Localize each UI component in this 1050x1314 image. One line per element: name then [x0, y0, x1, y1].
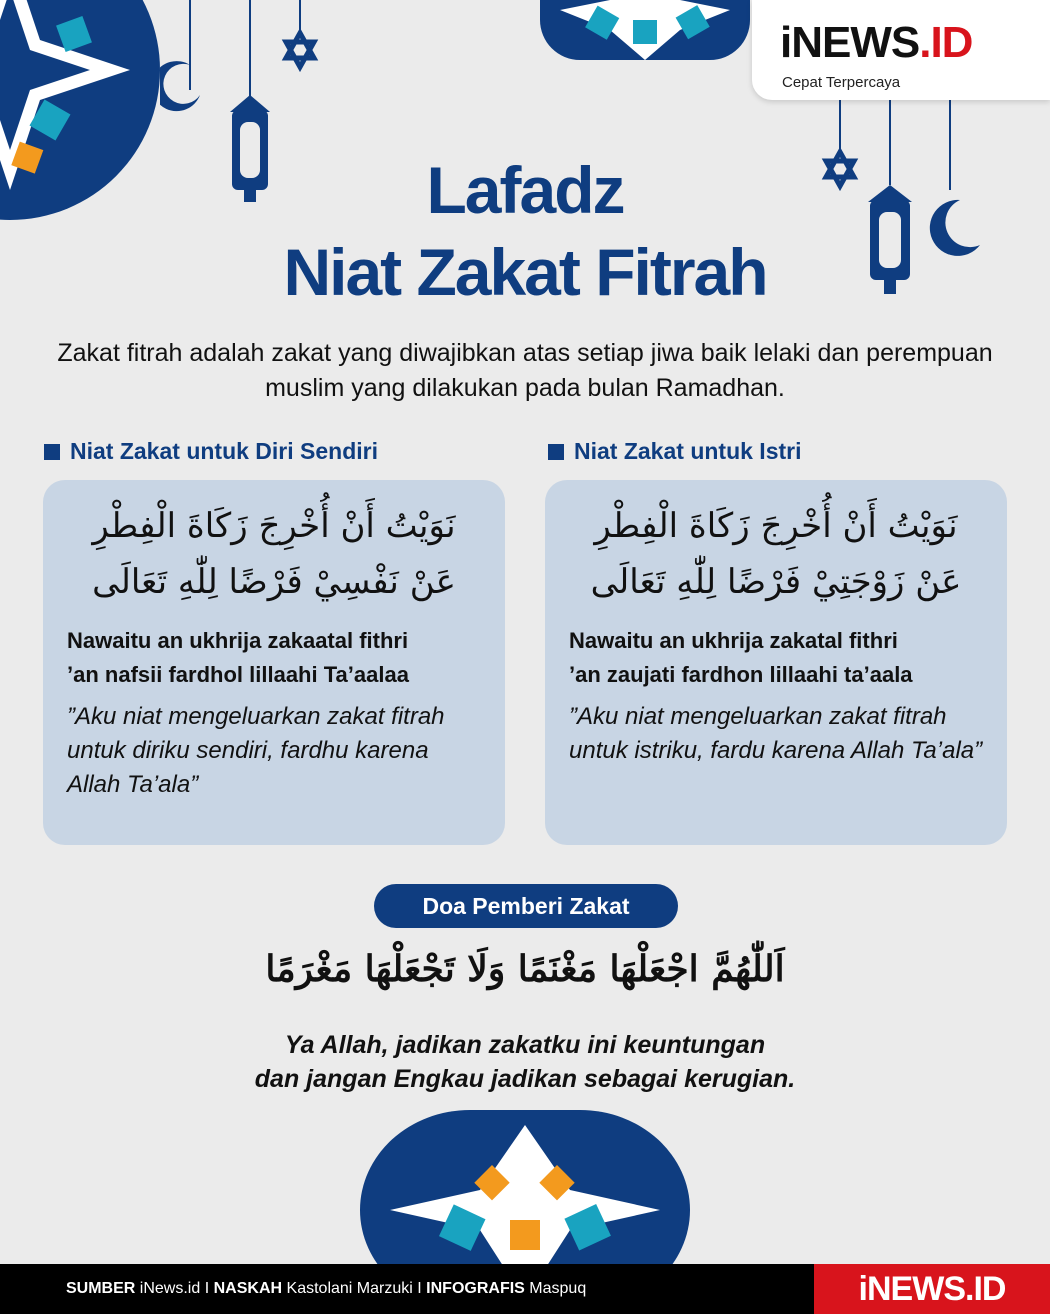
arabic-line: نَوَيْتُ أَنْ أُخْرِجَ زَكَاةَ الْفِطْرِ [594, 506, 958, 546]
niat-card-wife [545, 480, 1007, 845]
footer [0, 1264, 1050, 1314]
arabic-line: نَوَيْتُ أَنْ أُخْرِجَ زَكَاةَ الْفِطْرِ [92, 506, 456, 546]
latin-transliteration: Nawaitu an ukhrija zakaatal fithri ’an nafsii fardhol lillaahi Ta’aalaa [67, 628, 409, 687]
section-heading-wife: Niat Zakat untuk Istri [548, 438, 1008, 465]
page-title-line2: Niat Zakat Fitrah [283, 235, 767, 309]
page-title-line1: Lafadz [426, 153, 624, 227]
islamic-pattern-top-center [530, 0, 760, 70]
bullet-square-icon [548, 444, 564, 460]
niat-card-self [43, 480, 505, 845]
arabic-line: عَنْ نَفْسِيْ فَرْضًا لِلّٰهِ تَعَالَى [92, 562, 456, 602]
latin-transliteration: Nawaitu an ukhrija zakatal fithri ’an zaujati fardhon lillaahi ta’aala [569, 628, 913, 687]
translation: ”Aku niat mengeluarkan zakat fitrah untuk diriku sendiri, fardhu karena Allah Ta’ala” [67, 703, 445, 798]
doa-translation: Ya Allah, jadikan zakatku ini keuntungan dan jangan Engkau jadikan sebagai kerugian. [254, 1031, 796, 1093]
footer-logo: iNEWS.ID [814, 1264, 1050, 1314]
doa-label-pill: Doa Pemberi Zakat [374, 884, 678, 928]
translation: ”Aku niat mengeluarkan zakat fitrah untuk istriku, fardu karena Allah Ta’ala” [569, 703, 983, 764]
islamic-pattern-top-left [0, 0, 170, 240]
tagline: Cepat Terpercaya [782, 74, 901, 91]
inews-logo-header [752, 0, 1050, 100]
intro-text: Zakat fitrah adalah zakat yang diwajibkan atas setiap jiwa baik lelaki dan perempuan muslim yang dilakukan pada bulan Ramadhan. [57, 339, 993, 402]
credits: SUMBER iNews.id I NASKAH Kastolani Marzuki I INFOGRAFIS Maspuq [66, 1280, 587, 1297]
arabic-line: عَنْ زَوْجَتِيْ فَرْضًا لِلّٰهِ تَعَالَى [590, 562, 962, 602]
section-heading-self: Niat Zakat untuk Diri Sendiri [44, 438, 504, 465]
bullet-square-icon [44, 444, 60, 460]
doa-arabic: اَللّٰهُمَّ اجْعَلْهَا مَغْنَمًا وَلَا تَجْعَلْهَا مَغْرَمًا [265, 948, 785, 990]
islamic-pattern-bottom [360, 1110, 690, 1264]
logo: iNEWS.ID [780, 18, 973, 67]
